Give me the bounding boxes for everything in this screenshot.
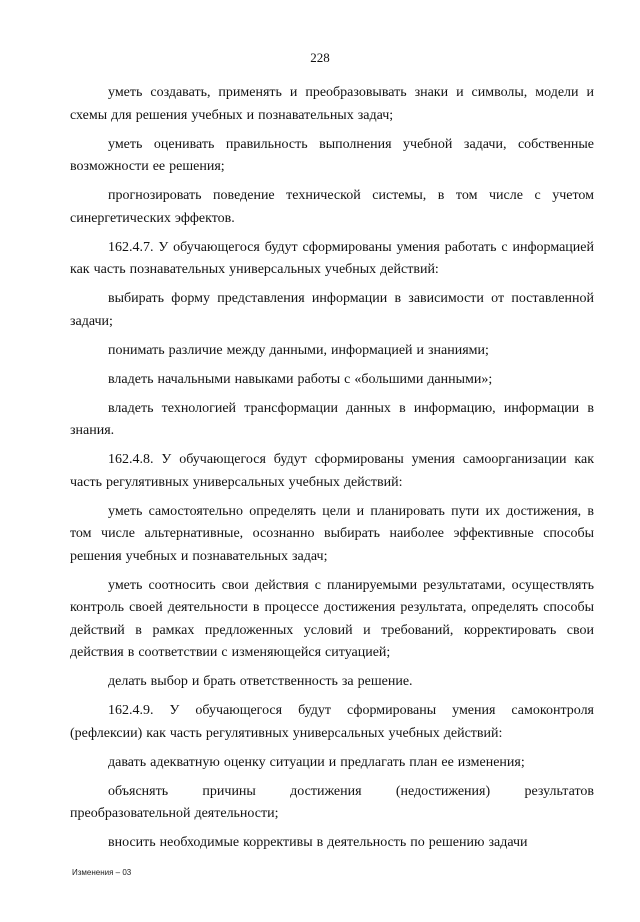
- paragraph: владеть начальными навыками работы с «большими данными»;: [108, 371, 493, 387]
- paragraph: делать выбор и брать ответственность за решение.: [108, 674, 413, 689]
- paragraph: уметь оценивать правильность выполнения учебной задачи, собственные возможности ее решения;: [70, 136, 594, 174]
- document-body: [70, 82, 594, 861]
- paragraph: уметь самостоятельно определять цели и планировать пути их достижения, в том числе альтернативные, осознанно выбирать наиболее эффективные способы решения учебных и познавательных задач;: [70, 503, 594, 564]
- paragraph: уметь создавать, применять и преобразовывать знаки и символы, модели и схемы для решения учебных и познавательных задач;: [70, 85, 594, 123]
- paragraph: прогнозировать поведение технической системы, в том числе с учетом синергетических эффектов.: [70, 188, 594, 226]
- paragraph: давать адекватную оценку ситуации и предлагать план ее изменения;: [108, 754, 525, 770]
- section-paragraph: 162.4.9. У обучающегося будут сформированы умения самоконтроля (рефлексии) как часть регулятивных универсальных учебных действий:: [70, 703, 594, 741]
- paragraph: вносить необходимые коррективы в деятельность по решению задачи: [108, 835, 528, 850]
- paragraph: уметь соотносить свои действия с планируемыми результатами, осуществлять контроль своей деятельности в процессе достижения результата, определять способы действий в рамках предложенных условий и требований, корректировать свои действия в соответствии с изменяющейся ситуацией;: [70, 577, 594, 660]
- paragraph: выбирать форму представления информации в зависимости от поставленной задачи;: [70, 291, 594, 329]
- section-paragraph: 162.4.7. У обучающегося будут сформированы умения работать с информацией как часть познавательных универсальных учебных действий:: [70, 239, 594, 277]
- paragraph: понимать различие между данными, информацией и знаниями;: [108, 342, 489, 358]
- paragraph: объяснять причины достижения (недостижения) результатов преобразовательной деятельности;: [70, 783, 594, 821]
- footer-revision-note: Изменения – 03: [72, 868, 132, 877]
- paragraph: владеть технологией трансформации данных в информацию, информации в знания.: [70, 400, 594, 438]
- section-paragraph: 162.4.8. У обучающегося будут сформированы умения самоорганизации как часть регулятивных универсальных учебных действий:: [70, 452, 594, 490]
- page-number: 228: [310, 50, 330, 65]
